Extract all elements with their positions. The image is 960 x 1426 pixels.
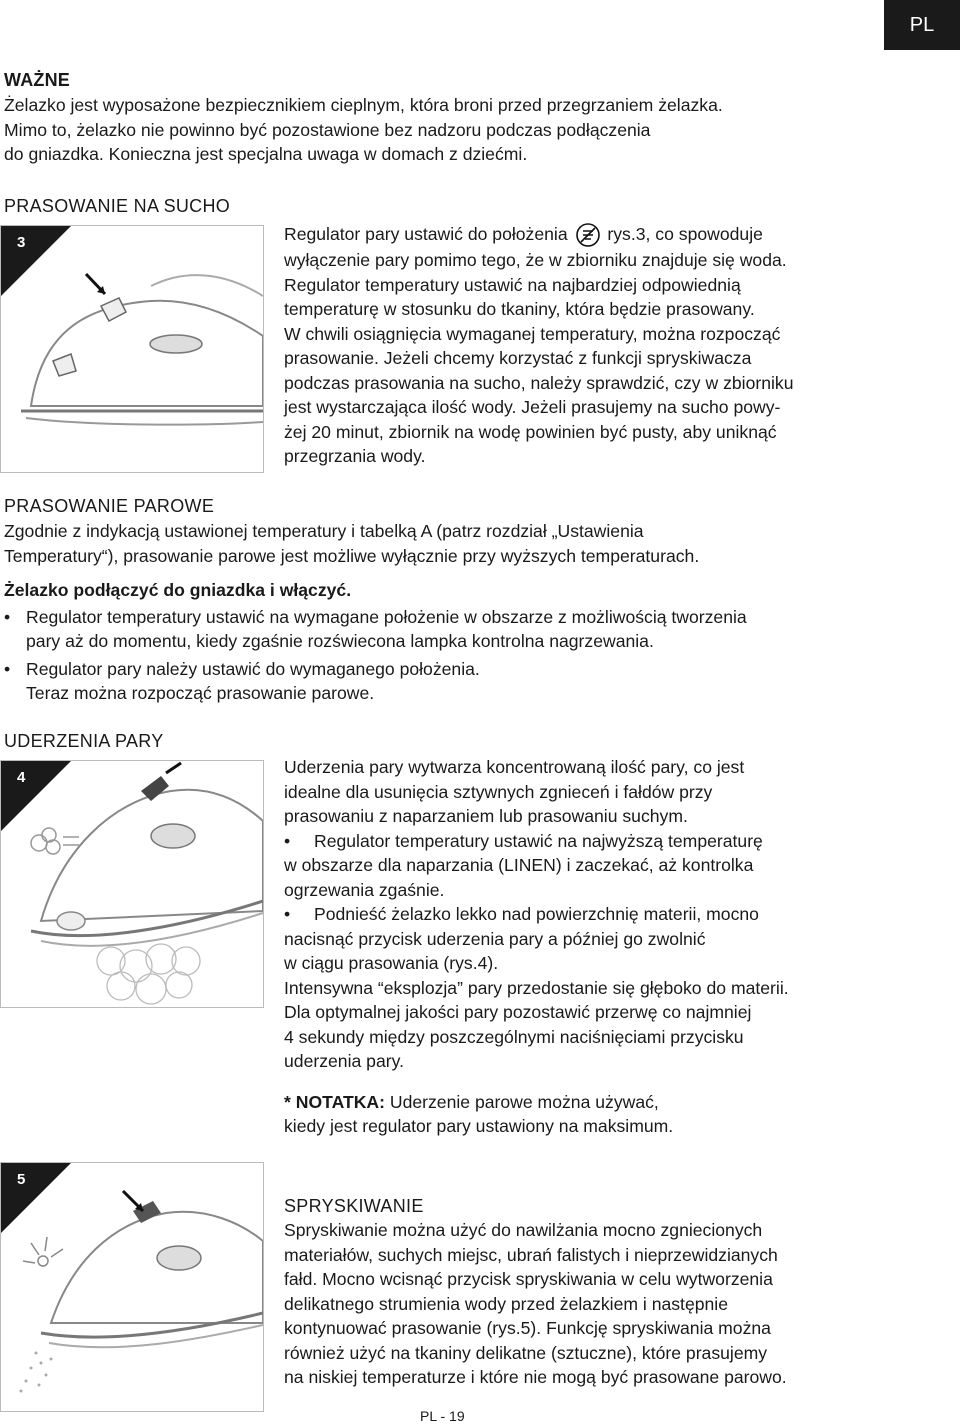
spray-line: materiałów, suchych miejsc, ubrań falistych i nieprzewidzianych xyxy=(284,1244,778,1265)
dry-ironing-title: PRASOWANIE NA SUCHO xyxy=(4,196,231,216)
steam-line: Zgodnie z indykacją ustawionej temperatury i tabelką A (patrz rozdział „Ustawienia xyxy=(4,521,644,541)
language-tab: PL xyxy=(884,0,960,50)
bullet-mark: • xyxy=(284,904,291,924)
dry-line: prasowanie. Jeżeli chcemy korzystać z funkcji spryskiwacza xyxy=(284,348,752,369)
burst-after-line: uderzenia pary. xyxy=(284,1051,404,1071)
dry-line-1a: Regulator pary ustawić do położenia xyxy=(284,224,568,244)
burst-bullet-line: Podnieść żelazko lekko nad powierzchnię materii, mocno xyxy=(314,904,759,924)
burst-bullet-line: w ciągu prasowania (rys.4). xyxy=(284,953,499,973)
iron-illustration xyxy=(1,226,263,472)
burst-bullet-line: Regulator temperatury ustawić na najwyższą temperaturę xyxy=(314,830,763,851)
no-steam-icon xyxy=(575,222,601,248)
steam-bullet-line: pary aż do momentu, kiedy zgaśnie rozświecona lampka kontrolna nagrzewania. xyxy=(26,631,654,651)
bullet-mark: • xyxy=(284,830,291,851)
important-section xyxy=(4,70,874,167)
burst-intro-line: prasowaniu z naparzaniem lub prasowaniu suchym. xyxy=(284,806,688,826)
iron-burst-illustration xyxy=(1,761,263,1007)
important-title: WAŻNE xyxy=(4,70,70,90)
steam-bullet-line: Teraz można rozpocząć prasowanie parowe. xyxy=(26,683,375,703)
burst-bullet-line: ogrzewania zgaśnie. xyxy=(284,879,445,900)
burst-intro-line: idealne dla usunięcia sztywnych zgnieceń i fałdów przy xyxy=(284,781,713,802)
figure-number: 4 xyxy=(17,769,26,786)
figure-number: 3 xyxy=(17,234,26,251)
note-label: * NOTATKA: xyxy=(284,1091,385,1112)
figure-3 xyxy=(0,225,264,473)
dry-ironing-text xyxy=(284,222,904,469)
important-line: Mimo to, żelazko nie powinno być pozostawione bez nadzoru podczas podłączenia xyxy=(4,119,651,140)
steam-burst-title: UDERZENIA PARY xyxy=(4,731,164,751)
dry-line: podczas prasowania na sucho, należy sprawdzić, czy w zbiorniku xyxy=(284,372,794,393)
dry-line-1b: rys.3, co spowoduje xyxy=(607,224,763,244)
burst-after-line: Dla optymalnej jakości pary pozostawić przerwę co najmniej xyxy=(284,1002,752,1022)
burst-bullet xyxy=(284,902,904,927)
spray-section xyxy=(284,1196,904,1390)
important-line: Żelazko jest wyposażone bezpiecznikiem cieplnym, która broni przed przegrzaniem żelazka. xyxy=(4,95,723,115)
spray-line: na niskiej temperaturze i które nie mogą być prasowane parowo. xyxy=(284,1367,787,1387)
dry-line: Regulator temperatury ustawić na najbardziej odpowiednią xyxy=(284,274,741,295)
spray-line: delikatnego strumienia wody przed żelazkiem i następnie xyxy=(284,1293,728,1314)
dry-line: jest wystarczająca ilość wody. Jeżeli prasujemy na sucho powy- xyxy=(284,397,781,418)
steam-burst-text xyxy=(284,755,904,1139)
steam-bullet-line: Regulator pary należy ustawić do wymaganego położenia. xyxy=(26,658,480,679)
burst-bullet-line: nacisnąć przycisk uderzenia pary a później go zwolnić xyxy=(284,928,706,949)
steam-line: Temperatury“), prasowanie parowe jest możliwe wyłącznie przy wyższych temperaturach. xyxy=(4,545,700,566)
bullet-mark: • xyxy=(4,606,11,627)
dry-line: temperaturę w stosunku do tkaniny, która będzie prasowany. xyxy=(284,299,755,320)
figure-number: 5 xyxy=(17,1171,26,1188)
dry-line: wyłączenie pary pomimo tego, że w zbiorniku znajduje się woda. xyxy=(284,250,787,271)
page-footer: PL - 19 xyxy=(420,1408,465,1424)
spray-title: SPRYSKIWANIE xyxy=(284,1196,424,1216)
burst-after-line: 4 sekundy między poszczególnymi naciśnięciami przycisku xyxy=(284,1026,744,1047)
steam-ironing-section xyxy=(4,496,904,706)
figure-4 xyxy=(0,760,264,1008)
burst-bullet xyxy=(284,829,904,854)
steam-bullet xyxy=(4,657,904,706)
note-text: Uderzenie parowe można używać, xyxy=(389,1091,659,1112)
figure-5 xyxy=(0,1162,264,1412)
dry-line: przegrzania wody. xyxy=(284,446,426,467)
steam-ironing-title: PRASOWANIE PAROWE xyxy=(4,496,215,516)
iron-spray-illustration xyxy=(1,1163,263,1411)
spray-line: również użyć na tkaniny delikatne (sztuczne), które prasujemy xyxy=(284,1342,768,1363)
steam-bold-line: Żelazko podłączyć do gniazdka i włączyć. xyxy=(4,580,352,600)
spray-line: fałd. Mocno wcisnąć przycisk spryskiwania w celu wytworzenia xyxy=(284,1269,773,1289)
spray-line: kontynuować prasowanie (rys.5). Funkcję spryskiwania można xyxy=(284,1318,771,1338)
steam-bullet xyxy=(4,605,904,654)
bullet-mark: • xyxy=(4,658,11,679)
note-line xyxy=(284,1090,904,1115)
dry-line: W chwili osiągnięcia wymaganej temperatury, można rozpocząć xyxy=(284,323,781,344)
steam-bullet-line: Regulator temperatury ustawić na wymagane położenie w obszarze z możliwością tworzenia xyxy=(26,606,747,627)
burst-intro-line: Uderzenia pary wytwarza koncentrowaną ilość pary, co jest xyxy=(284,757,745,777)
important-line: do gniazdka. Konieczna jest specjalna uwaga w domach z dziećmi. xyxy=(4,144,528,164)
dry-line: żej 20 minut, zbiornik na wodę powinien być pusty, aby uniknąć xyxy=(284,421,777,442)
burst-bullet-line: w obszarze dla naparzania (LINEN) i zaczekać, aż kontrolka xyxy=(284,855,754,875)
note-line-2: kiedy jest regulator pary ustawiony na maksimum. xyxy=(284,1116,674,1136)
spray-line: Spryskiwanie można użyć do nawilżania mocno zgniecionych xyxy=(284,1220,763,1240)
burst-after-line: Intensywna “eksplozja” pary przedostanie się głęboko do materii. xyxy=(284,977,789,998)
